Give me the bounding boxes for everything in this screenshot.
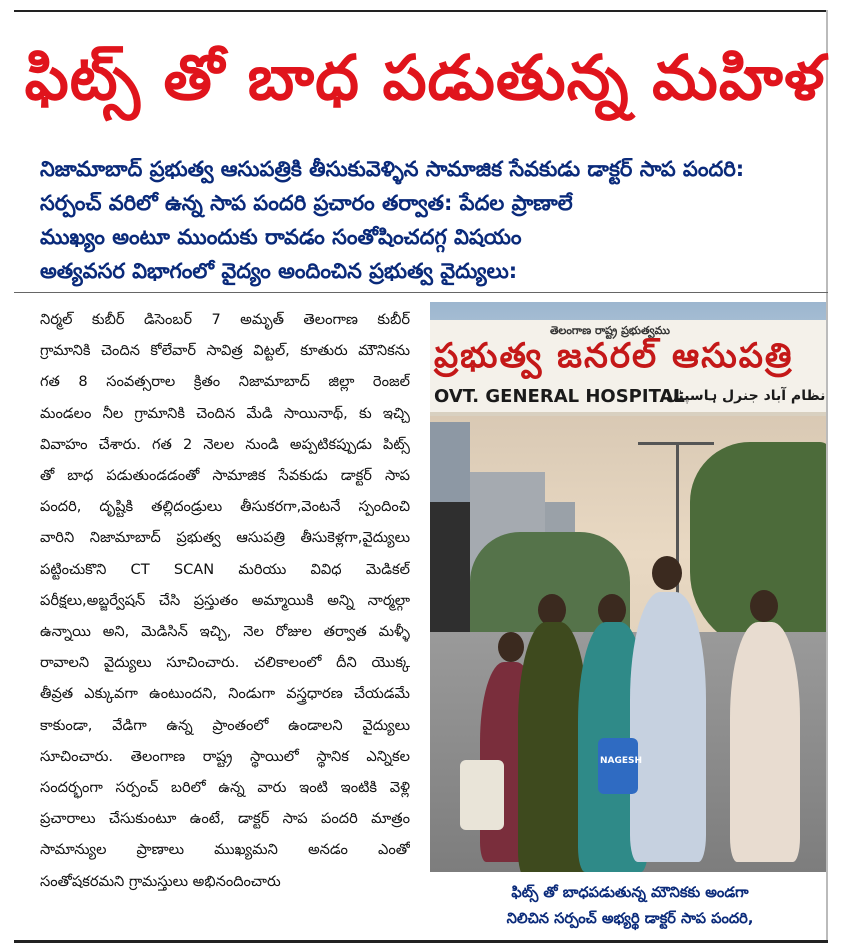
body-line: కాకుండా, వేడిగా ఉన్న ప్రాంతంలో ఉండాలని వైద్యులు	[40, 716, 410, 734]
subhead-line: ముఖ్యం అంటూ ముందుకు రావడం సంతోషించదగ్గ విషయం	[40, 225, 522, 249]
body-line: పట్టించుకొని CT SCAN మరియు వివిధ మెడికల్	[40, 560, 410, 578]
body-line: నిర్మల్ కుబీర్ డిసెంబర్ 7 అమృత్ తెలంగాణ కుబీర్	[40, 311, 410, 328]
caption-line: ఫిట్స్ తో బాధపడుతున్న మౌనికకు అండగా	[511, 884, 749, 901]
body-line: ఉన్నాయి అని, మెడిసిన్ ఇచ్చి, నెల రోజుల తర్వాత మళ్ళీ	[40, 623, 410, 641]
news-photo	[430, 302, 826, 872]
hospital-sign	[430, 320, 826, 416]
sign-top-text: తెలంగాణ రాష్ట్ర ప్రభుత్వము	[550, 324, 670, 337]
divider	[14, 292, 828, 293]
body-line: పరీక్షలు,అబ్జర్వేషన్ చేసి ప్రస్తుతం అమ్మాయికి అన్ని నార్మల్గా	[40, 591, 410, 609]
subheadline	[40, 152, 830, 288]
shopping-bag	[598, 738, 643, 794]
body-line: వారిని నిజామాబాద్ ప్రభుత్వ ఆసుపత్రి తీసుకెళ్లగా,వైద్యులు	[40, 529, 410, 547]
sign-english-text: OVT. GENERAL HOSPITAL	[434, 386, 685, 407]
body-line: సూచించారు. తెలంగాణ రాష్ట్ర స్థాయిలో స్థానిక ఎన్నికల	[40, 747, 410, 765]
sign-urdu-text: نظام آباد جنرل ہاسپٹل	[666, 388, 826, 404]
body-line: గ్రామానికి చెందిన కోలేవార్ సావిత్ర విట్టల్, కూతురు మౌనికను	[40, 342, 410, 360]
body-line: తీవ్రత ఎక్కువగా ఉంటుందని, నిండుగా వస్త్రధారణ చేయడమే	[40, 685, 410, 703]
subhead-line: నిజామాబాద్ ప్రభుత్వ ఆసుపత్రికి తీసుకువెళ్ళిన సామాజిక సేవకుడు డాక్టర్ సాప పందరి:	[40, 157, 745, 181]
photo-caption	[432, 880, 828, 932]
caption-line: నిలిచిన సర్పంచ్ అభ్యర్థి డాక్టర్ సాప పందరి,	[506, 910, 754, 927]
headline: ఫిట్స్ తో బాధ పడుతున్న మహిళ	[24, 41, 826, 114]
bag-text: NAGESH	[600, 756, 643, 766]
subhead-line: సర్పంచ్ వరిలో ఉన్న సాప పందరి ప్రచారం తర్వాత: పేదల ప్రాణాలే	[40, 191, 573, 215]
body-line: రావాలని వైద్యులు సూచించారు. చలికాలంలో దీని యొక్క	[40, 654, 410, 672]
body-line: తో బాధ పడుతుండడంతో సామాజిక సేవకుడు డాక్టర్ సాప	[40, 467, 410, 485]
person-head	[750, 590, 778, 622]
person	[630, 592, 706, 862]
body-line: సంతోషకరమని గ్రామస్తులు అభినందించారు	[40, 872, 281, 890]
body-line: ప్రచారాలు చేసుకుంటూ ఉంటే, డాక్టర్ సాప పందరి మాత్రం	[40, 810, 410, 828]
top-rule	[14, 10, 828, 12]
body-line: గత 8 సంవత్సరాల క్రితం నిజామాబాద్ జిల్లా రెంజల్	[40, 373, 410, 391]
person	[730, 622, 800, 862]
person-head	[498, 632, 524, 662]
bottom-rule	[14, 940, 828, 943]
person-head	[652, 556, 682, 590]
article-body	[40, 304, 410, 897]
subhead-line: అత్యవసర విభాగంలో వైద్యం అందించిన ప్రభుత్వ వైద్యులు:	[40, 259, 518, 283]
body-line: మండలం నీల గ్రామానికి చెందిన మేడి సాయినాథ్, కు ఇచ్చి	[40, 404, 410, 422]
plastic-bag	[460, 760, 504, 830]
column-rule	[826, 10, 828, 940]
body-line: సందర్భంగా సర్పంచ్ బరిలో ఉన్న వారు ఇంటి ఇంటికి వెళ్లి	[40, 779, 410, 797]
body-line: సామాన్యుల ప్రాణాలు ముఖ్యమని అనడం ఎంతో	[40, 841, 410, 859]
sign-main-text: ప్రభుత్వ జనరల్ ఆసుపత్రి	[434, 336, 794, 376]
body-line: వివాహం చేశారు. గత 2 నెలల నుండి అప్పటికప్పుడు పిట్స్	[40, 435, 410, 453]
body-line: పందరి, దృష్టికి తల్లిదండ్రులు తీసుకరగా,వెంటనే స్పందించి	[40, 498, 410, 516]
